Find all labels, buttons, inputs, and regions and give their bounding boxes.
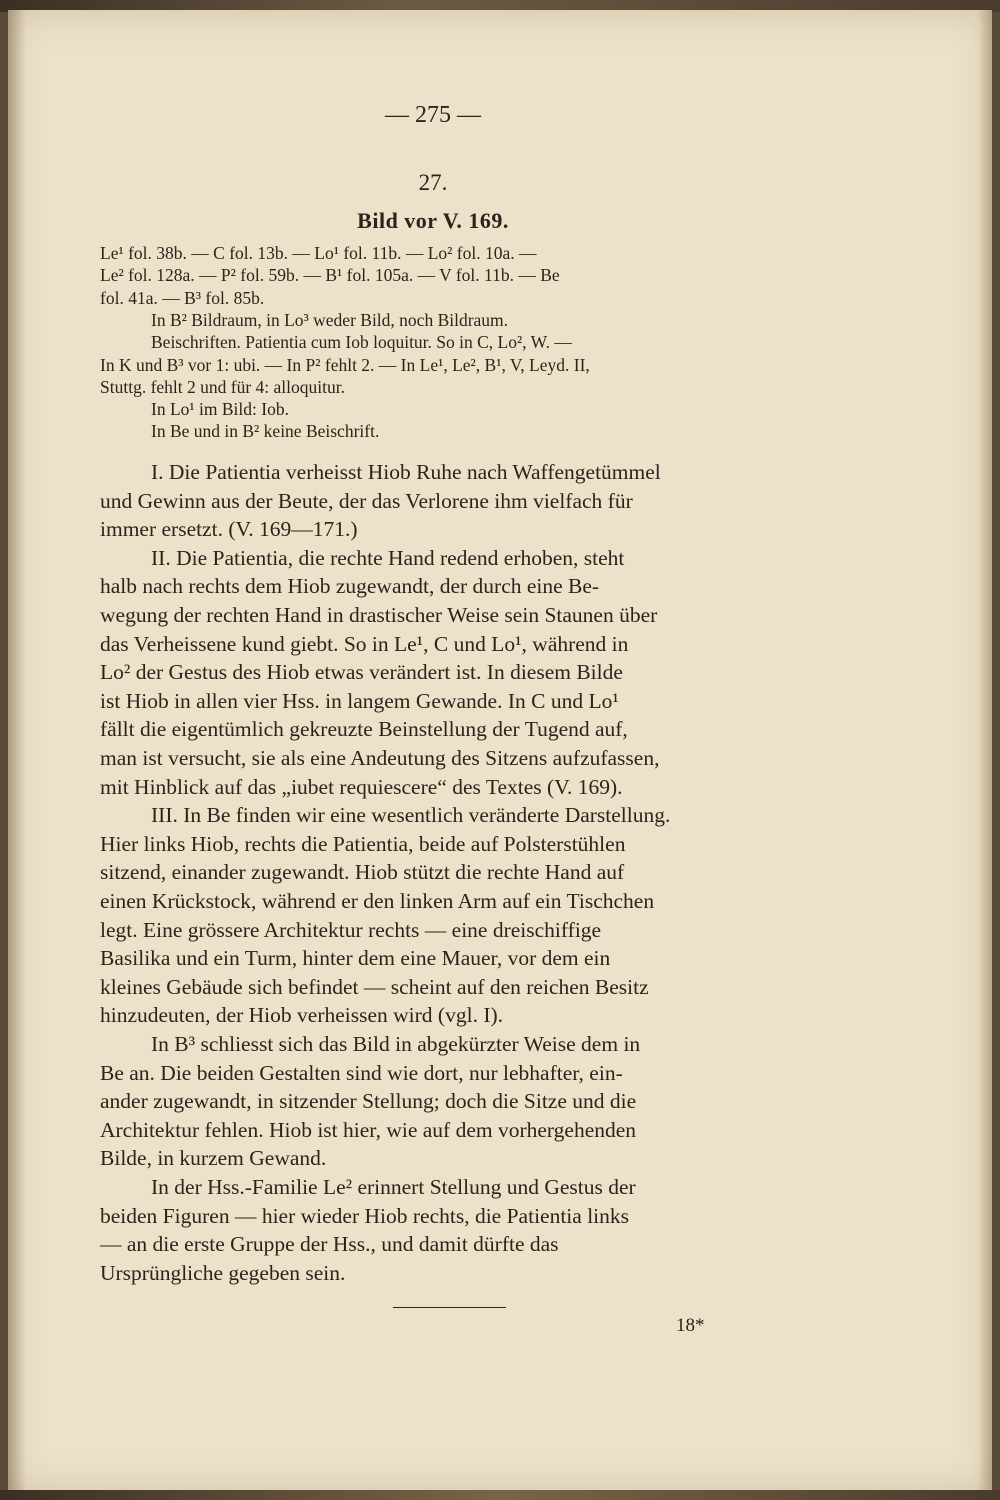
body-line: kleines Gebäude sich befindet — scheint auf den reichen Besitz	[100, 974, 649, 999]
body-line: legt. Eine grössere Architektur rechts — eine dreischiffige	[100, 917, 602, 942]
body-line: Basilika und ein Turm, hinter dem eine Mauer, vor dem ein	[100, 946, 611, 971]
body-line: In B³ schliesst sich das Bild in abgekürzter Weise dem in	[151, 1032, 641, 1056]
section-number: 27.	[418, 170, 448, 195]
note-line: fol. 41a. — B³ fol. 85b.	[100, 287, 265, 308]
body-line: Ursprüngliche gegeben sein.	[100, 1260, 346, 1285]
footer-rule	[393, 1307, 506, 1308]
body-line: hinzudeuten, der Hiob verheissen wird (vgl. I).	[100, 1003, 504, 1028]
book-page	[8, 10, 992, 1492]
note-line: Beischriften. Patientia cum Iob loquitur. So in C, Lo², W. —	[151, 332, 572, 353]
page-edge-shadow	[978, 10, 992, 1492]
note-line: In Lo¹ im Bild: Iob.	[151, 399, 289, 420]
note-line: Stuttg. fehlt 2 und für 4: alloquitur.	[100, 376, 345, 397]
note-line: In K und B³ vor 1: ubi. — In P² fehlt 2. — In Le¹, Le², B¹, V, Leyd. II,	[100, 354, 590, 375]
body-line: — an die erste Gruppe der Hss., und damit dürfte das	[100, 1232, 559, 1257]
body-line: immer ersetzt. (V. 169—171.)	[100, 517, 358, 542]
body-line: mit Hinblick auf das „iubet requiescere“ des Textes (V. 169).	[100, 774, 623, 799]
body-line: sitzend, einander zugewandt. Hiob stützt die rechte Hand auf	[100, 860, 625, 885]
body-line: fällt die eigentümlich gekreuzte Beinstellung der Tugend auf,	[100, 717, 628, 742]
body-line: ander zugewandt, in sitzender Stellung; doch die Sitze und die	[100, 1089, 637, 1114]
body-line: Hier links Hiob, rechts die Patientia, beide auf Polsterstühlen	[100, 831, 626, 856]
page-number: — 275 —	[385, 102, 481, 128]
body-line: man ist versucht, sie als eine Andeutung des Sitzens aufzufassen,	[100, 746, 660, 770]
body-line: einen Krückstock, während er den linken Arm auf ein Tischchen	[100, 889, 655, 913]
body-line: beiden Figuren — hier wieder Hiob rechts, die Patientia links	[100, 1203, 630, 1228]
body-line: Lo² der Gestus des Hiob etwas verändert ist. In diesem Bilde	[100, 660, 623, 685]
note-line: In Be und in B² keine Beischrift.	[151, 421, 380, 442]
body-line: halb nach rechts dem Hiob zugewandt, der durch eine Be-	[100, 574, 600, 599]
signature-mark: 18*	[676, 1315, 705, 1336]
note-line: Le¹ fol. 38b. — C fol. 13b. — Lo¹ fol. 11b. — Lo² fol. 10a. —	[100, 243, 537, 263]
note-line: Le² fol. 128a. — P² fol. 59b. — B¹ fol. 105a. — V fol. 11b. — Be	[100, 265, 560, 286]
body-line: I. Die Patientia verheisst Hiob Ruhe nach Waffengetümmel	[151, 460, 661, 484]
body-line: und Gewinn aus der Beute, der das Verlorene ihm vielfach für	[100, 488, 633, 513]
body-line: Be an. Die beiden Gestalten sind wie dort, nur lebhafter, ein-	[100, 1060, 623, 1085]
note-line: In B² Bildraum, in Lo³ weder Bild, noch Bildraum.	[151, 309, 509, 330]
body-line: ist Hiob in allen vier Hss. in langem Gewande. In C und Lo¹	[100, 688, 619, 713]
body-line: Architektur fehlen. Hiob ist hier, wie auf dem vorhergehenden	[100, 1117, 637, 1142]
section-title: Bild vor V. 169.	[357, 208, 509, 233]
body-line: das Verheissene kund giebt. So in Le¹, C und Lo¹, während in	[100, 631, 629, 656]
bottom-binding-edge	[0, 1490, 1000, 1500]
body-line: wegung der rechten Hand in drastischer Weise sein Staunen über	[100, 603, 658, 627]
body-line: II. Die Patientia, die rechte Hand redend erhoben, steht	[151, 545, 625, 570]
body-line: III. In Be finden wir eine wesentlich veränderte Darstellung.	[151, 803, 671, 828]
body-line: Bilde, in kurzem Gewand.	[100, 1146, 327, 1171]
body-line: In der Hss.-Familie Le² erinnert Stellung und Gestus der	[151, 1175, 636, 1199]
